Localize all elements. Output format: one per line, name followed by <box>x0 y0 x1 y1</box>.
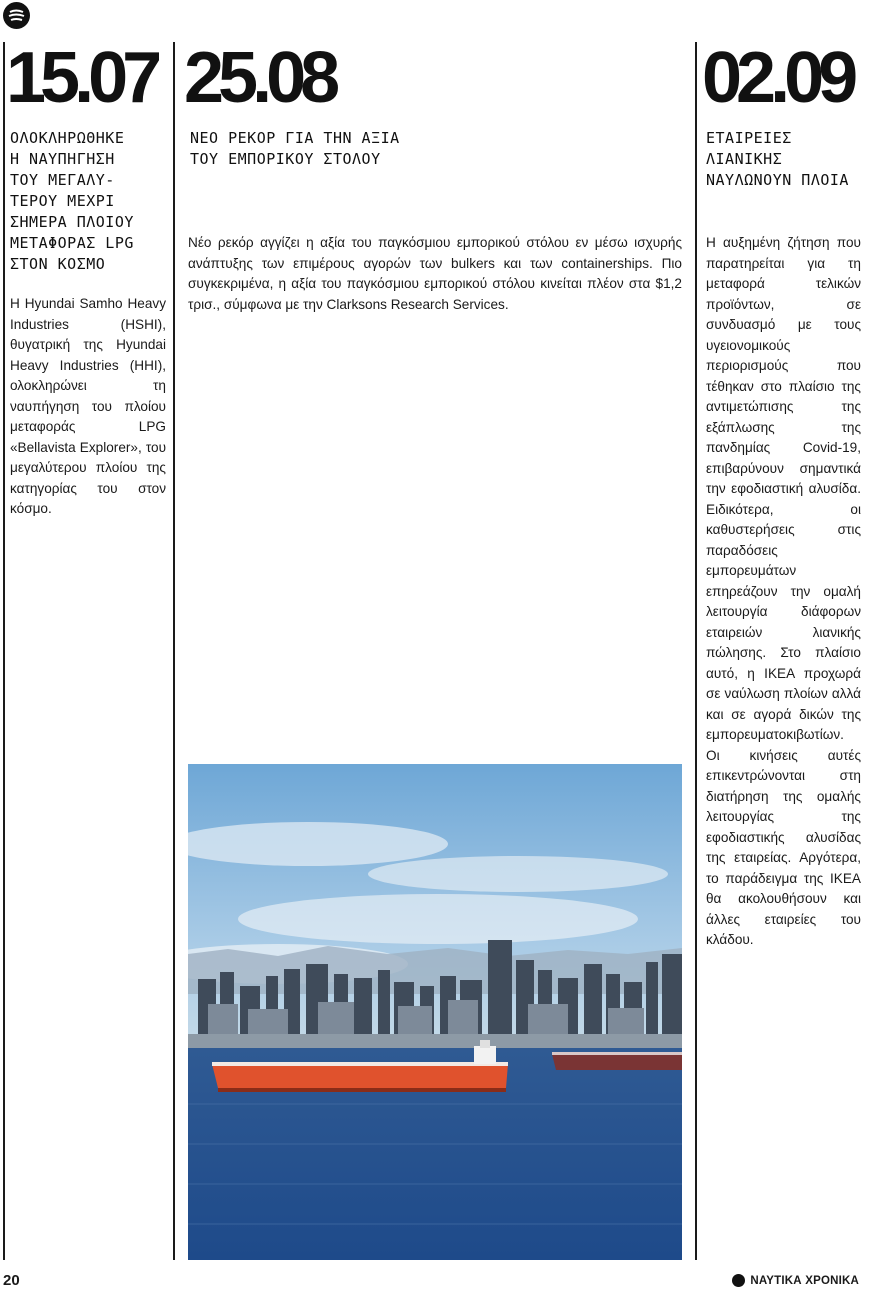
brand-logo-icon <box>3 2 30 29</box>
brand-name: ΝΑΥΤΙΚΑ ΧΡΟΝΙΚΑ <box>750 1274 859 1287</box>
date-heading: 02.09 <box>702 38 853 118</box>
harbor-photo <box>188 764 682 1260</box>
brand-logo-icon <box>732 1274 745 1287</box>
headline: ΝΕΟ ΡΕΚΟΡ ΓΙΑ ΤΗΝ ΑΞΙΑ ΤΟΥ ΕΜΠΟΡΙΚΟΥ ΣΤΟΛΟΥ <box>190 129 400 168</box>
column-divider <box>695 42 697 1260</box>
article-body: Η Hyundai Samho Heavy Industries (HSHI), θυγατρική της Hyundai Heavy Industries (HHI), ολοκληρώνει τη ναυπήγηση του πλοίου μεταφοράς LPG «Bellavista Explorer», του μεγαλύτερου πλοίου της κατηγορίας του στον κόσμο. <box>10 296 166 516</box>
date-heading: 25.08 <box>184 38 335 118</box>
page-number: 20 <box>3 1272 20 1289</box>
headline: ΟΛΟΚΛΗΡΩΘΗΚΕ Η ΝΑΥΠΗΓΗΣΗ ΤΟΥ ΜΕΓΑΛΥ- ΤΕΡΟΥ ΜΕΧΡΙ ΣΗΜΕΡΑ ΠΛΟΙΟΥ ΜΕΤΑΦΟΡΑΣ LPG ΣΤΟΝ ΚΟΣΜΟ <box>10 129 134 273</box>
footer-brand <box>732 1274 859 1287</box>
article-body: Η αυξημένη ζήτηση που παρατηρείται για τη μεταφορά τελικών προϊόντων, σε συνδυασμό με τους υγειονομικούς περιορισμούς που τέθηκαν στο πλαίσιο της αντιμετώπισης της εξάπλωσης της πανδημίας Covid-19, επιβαρύνουν σημαντικά την εφοδιαστική αλυσίδα. Ειδικότερα, οι καθυστερήσεις στις παραδόσεις εμπορευμάτων επηρεάζουν την ομαλή λειτουργία διάφορων εταιρειών λιανικής πώλησης. Στο πλαίσιο αυτό, η IKEA προχωρά σε ναύλωση πλοίων αλλά και σε αγορά δικών της εμπορευματοκιβωτίων. Οι κινήσεις αυτές επικεντρώνονται στη διατήρηση της ομαλής λειτουργίας της εφοδιαστικής αλυσίδας της εταιρείας. Αργότερα, το παράδειγμα της IKEA θα ακολουθήσουν και άλλες εταιρείες του κλάδου. <box>706 235 861 947</box>
column-divider <box>3 42 5 1260</box>
date-heading: 15.07 <box>6 38 157 118</box>
headline: ΕΤΑΙΡΕΙΕΣ ΛΙΑΝΙΚΗΣ ΝΑΥΛΩΝΟΥΝ ΠΛΟΙΑ <box>706 129 849 189</box>
article-body: Νέο ρεκόρ αγγίζει η αξία του παγκόσμιου εμπορικού στόλου εν μέσω ισχυρής ανάπτυξης των επιμέρους αγορών των bulkers και των containerships. Πιο συγκεκριμένα, η αξία του παγκόσμιου εμπορικού στόλου κινείται πλέον στα $1,2 τρισ., σύμφωνα με την Clarksons Research Services. <box>188 235 682 312</box>
column-divider <box>173 42 175 1260</box>
